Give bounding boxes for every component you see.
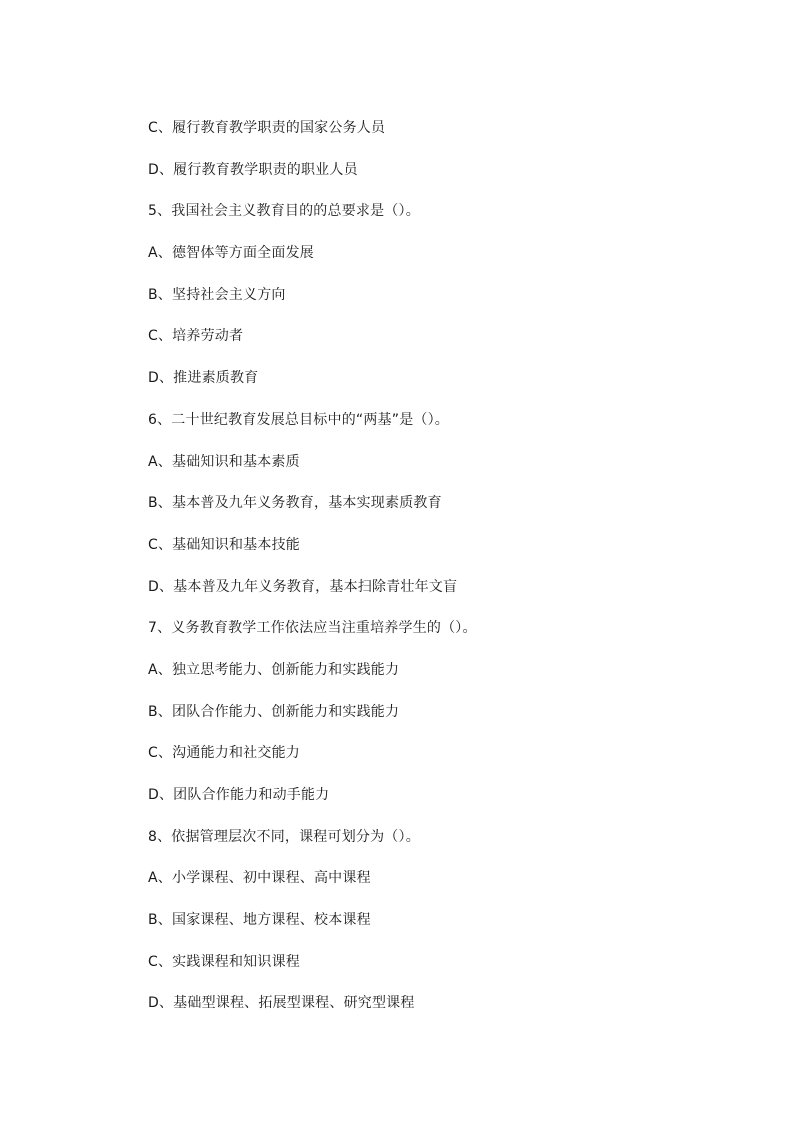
option-text: A、小学课程、初中课程、高中课程 [148, 870, 371, 887]
option-text: D、推进素质教育 [148, 370, 259, 387]
option-text: D、履行教育教学职责的职业人员 [148, 161, 358, 178]
option-text: A、独立思考能力、创新能力和实践能力 [148, 661, 400, 678]
option-text: D、基础型课程、拓展型课程、研究型课程 [148, 995, 415, 1012]
question-list [148, 117, 748, 1034]
option-text: A、基础知识和基本素质 [148, 453, 300, 470]
option-text: D、基本普及九年义务教育，基本扫除青壮年文盲 [148, 578, 458, 595]
question-text: 6、二十世纪教育发展总目标中的“两基”是（）。 [148, 411, 450, 428]
option-text: B、国家课程、地方课程、校本课程 [148, 912, 371, 929]
option-text: A、德智体等方面全面发展 [148, 245, 314, 262]
option-text: C、培养劳动者 [148, 328, 244, 345]
option-text: C、沟通能力和社交能力 [148, 745, 300, 762]
option-text: B、坚持社会主义方向 [148, 286, 286, 303]
option-text: C、基础知识和基本技能 [148, 536, 300, 553]
question-text: 5、我国社会主义教育目的的总要求是（）。 [148, 203, 420, 220]
option-text: C、实践课程和知识课程 [148, 953, 300, 970]
option-text: C、履行教育教学职责的国家公务人员 [148, 120, 386, 136]
option-text: B、基本普及九年义务教育，基本实现素质教育 [148, 495, 442, 512]
question-text: 8、依据管理层次不同，课程可划分为（）。 [148, 828, 420, 845]
option-text: B、团队合作能力、创新能力和实践能力 [148, 703, 400, 720]
option-text: D、团队合作能力和动手能力 [148, 787, 330, 803]
question-text: 7、义务教育教学工作依法应当注重培养学生的（）。 [148, 620, 477, 637]
